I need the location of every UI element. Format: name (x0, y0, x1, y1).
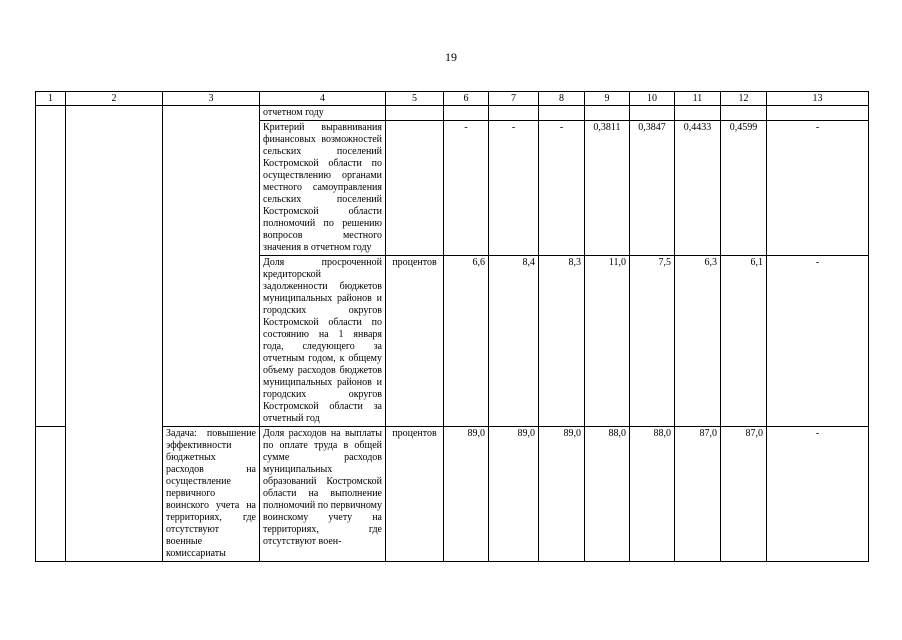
column-header: 11 (675, 92, 721, 106)
unit-cell: процентов (386, 256, 444, 427)
indicator-cell: Доля расходов на выплаты по оплате труда в общей сумме расходов муниципальных образований Костромской области на выполнение полномочий по первичному воинскому учету на территориях, где отсутствуют воен- (260, 427, 386, 562)
value-cell: 87,0 (721, 427, 767, 562)
table-cell (36, 106, 66, 427)
unit-cell: процентов (386, 427, 444, 562)
column-header: 4 (260, 92, 386, 106)
unit-cell (386, 106, 444, 121)
value-cell: - (444, 121, 489, 256)
value-cell: - (489, 121, 539, 256)
note-cell: - (767, 121, 869, 256)
table-cell (66, 106, 163, 562)
value-cell: - (539, 121, 585, 256)
value-cell (585, 106, 630, 121)
column-header: 2 (66, 92, 163, 106)
value-cell: 7,5 (630, 256, 675, 427)
page-number: 19 (445, 50, 457, 64)
value-cell (444, 106, 489, 121)
value-cell: 89,0 (444, 427, 489, 562)
value-cell (630, 106, 675, 121)
note-cell: - (767, 256, 869, 427)
note-cell: - (767, 427, 869, 562)
task-cell: Задача: повышение эффективности бюджетных расходов на осуществление первичного воинского учета на территориях, где отсутствуют военные комиссариаты (163, 427, 260, 562)
value-cell: 6,6 (444, 256, 489, 427)
value-cell: 87,0 (675, 427, 721, 562)
column-header: 10 (630, 92, 675, 106)
value-cell (721, 106, 767, 121)
column-header: 6 (444, 92, 489, 106)
value-cell: 8,3 (539, 256, 585, 427)
value-cell (675, 106, 721, 121)
column-header: 13 (767, 92, 869, 106)
indicator-cell: Критерий выравнивания финансовых возможностей сельских поселений Костромской области по осуществлению органами местного самоуправления сельских поселений Костромской области полномочий по решению вопросов местного значения в отчетном году (260, 121, 386, 256)
column-header: 9 (585, 92, 630, 106)
value-cell: 0,3847 (630, 121, 675, 256)
indicators-table (35, 91, 869, 562)
column-header: 3 (163, 92, 260, 106)
column-header: 5 (386, 92, 444, 106)
column-header: 7 (489, 92, 539, 106)
column-header: 8 (539, 92, 585, 106)
value-cell: 0,3811 (585, 121, 630, 256)
value-cell: 88,0 (630, 427, 675, 562)
value-cell: 0,4433 (675, 121, 721, 256)
indicator-cell: отчетном году (260, 106, 386, 121)
value-cell: 6,3 (675, 256, 721, 427)
value-cell: 11,0 (585, 256, 630, 427)
column-header: 1 (36, 92, 66, 106)
unit-cell (386, 121, 444, 256)
value-cell: 88,0 (585, 427, 630, 562)
table-cell (163, 106, 260, 427)
table-row (36, 106, 869, 121)
indicator-cell: Доля просроченной кредиторской задолженности бюджетов муниципальных районов и городских округов Костромской области по состоянию на 1 января года, следующего за отчетным годом, к общему объему расходов бюджетов муниципальных районов и городских округов Костромской области за отчетный год (260, 256, 386, 427)
value-cell: 89,0 (539, 427, 585, 562)
value-cell: 8,4 (489, 256, 539, 427)
table-cell (36, 427, 66, 562)
value-cell: 0,4599 (721, 121, 767, 256)
value-cell (489, 106, 539, 121)
column-number-row (36, 92, 869, 106)
column-header: 12 (721, 92, 767, 106)
note-cell (767, 106, 869, 121)
value-cell: 89,0 (489, 427, 539, 562)
value-cell: 6,1 (721, 256, 767, 427)
value-cell (539, 106, 585, 121)
